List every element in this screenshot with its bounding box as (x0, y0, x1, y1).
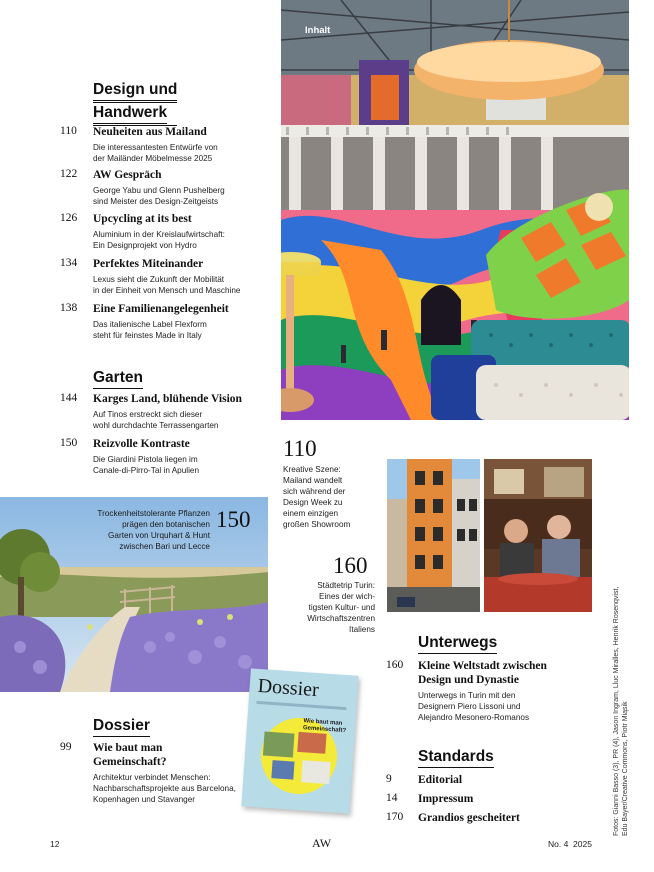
toc-desc: Auf Tinos erstreckt sich dieser (93, 410, 203, 419)
toc-page-number: 144 (60, 392, 78, 404)
toc-desc: Unterwegs in Turin mit den (418, 691, 516, 700)
toc-page-number: 134 (60, 257, 78, 269)
toc-title: Perfektes Miteinander (93, 258, 204, 270)
turin-cafe-image (484, 459, 592, 612)
dossier-magazine-cover[interactable] (241, 668, 358, 813)
heading-garten: Garten (93, 368, 143, 389)
toc-page-number: 99 (60, 741, 72, 753)
toc-desc: Architektur verbindet Menschen: (93, 773, 211, 782)
hero-illustration (281, 0, 629, 420)
toc-desc: Canale-di-Pirro-Tal in Apulien (93, 466, 200, 475)
toc-title: Design und Dynastie (418, 674, 519, 686)
toc-desc: Nachbarschaftsprojekte aus Barcelona, (93, 784, 236, 793)
toc-desc: Die Giardini Pistola liegen im (93, 455, 198, 464)
heading-dossier: Dossier (93, 716, 150, 737)
toc-desc: sind Meister des Design-Zeitgeists (93, 197, 219, 206)
turin-building-image (387, 459, 480, 612)
toc-desc: Aluminium in der Kreislaufwirtschaft: (93, 230, 225, 239)
toc-title: Kleine Weltstadt zwischen (418, 660, 547, 672)
garden-lavender-image (0, 497, 268, 692)
toc-title: Karges Land, blühende Vision (93, 393, 242, 405)
toc-desc: George Yabu und Glenn Pushelberg (93, 186, 225, 195)
toc-desc: Lexus sieht die Zukunft der Mobilität (93, 275, 225, 284)
toc-title: Impressum (418, 793, 474, 805)
toc-title: Upcycling at its best (93, 213, 192, 225)
toc-page-number: 150 (60, 437, 78, 449)
toc-title: Eine Familienangelegenheit (93, 303, 229, 315)
heading-unterwegs: Unterwegs (418, 633, 497, 654)
toc-desc: Ein Designprojekt von Hydro (93, 241, 197, 250)
page-number: 12 (50, 839, 60, 849)
feature-number-110: 110 (283, 436, 317, 461)
toc-page-number: 110 (60, 125, 77, 137)
toc-desc: der Mailänder Möbelmesse 2025 (93, 154, 213, 163)
magazine-logo: AW (312, 836, 332, 850)
heading-standards: Standards (418, 747, 494, 768)
toc-desc: Alejandro Mesonero-Romanos (418, 713, 530, 722)
toc-title: Wie baut man (93, 742, 163, 754)
toc-page-number: 122 (60, 168, 78, 180)
feature-caption-milan: Kreative Szene: Mailand wandelt sich während der Design Week zu einem einzigen großen Showroom (283, 465, 351, 529)
feature-caption-turin: Städtetrip Turin: Eines der wich- tigsten Kultur- und Wirtschaftszentren Italiens (307, 581, 375, 634)
toc-page-number: 170 (386, 811, 404, 823)
toc-title: Grandios gescheitert (418, 812, 520, 824)
cover-headline: Wie baut man Gemeinschaft? (302, 718, 347, 735)
toc-desc: Designern Piero Lissoni und (418, 702, 521, 711)
heading-design-handwerk: Design und Handwerk (93, 80, 177, 126)
feature-caption-garden: Trockenheitstolerante Pflanzen prägen den botanischen Garten von Urquhart & Hunt zwischen Bari und Lecce (97, 509, 210, 551)
toc-page-number: 126 (60, 212, 78, 224)
toc-desc: in der Einheit von Mensch und Maschine (93, 286, 241, 295)
toc-title: Reizvolle Kontraste (93, 438, 190, 450)
cover-title: Dossier (256, 674, 320, 702)
toc-title: AW Gespräch (93, 169, 162, 181)
toc-desc: Die interessantesten Entwürfe von (93, 143, 218, 152)
toc-page-number: 160 (386, 659, 404, 671)
photo-credits: Fotos: Gianni Basso (3), PR (4), Jason Ingram, Lluc Miralles, Henrik Rosenqvist, Edu Bayer/Creative Commons, Piotr Miąsik (613, 586, 629, 836)
issue-number: No. 4 2025 (548, 839, 592, 849)
toc-desc: Das italienische Label Flexform (93, 320, 207, 329)
toc-title: Editorial (418, 774, 463, 786)
toc-desc: wohl durchdachte Terrassengarten (93, 421, 219, 430)
hero-image-milan (281, 0, 629, 420)
toc-title: Neuheiten aus Mailand (93, 126, 207, 138)
toc-desc: Kopenhagen und Stavanger (93, 795, 195, 804)
toc-title: Gemeinschaft? (93, 756, 167, 768)
section-label-inhalt: Inhalt (305, 25, 331, 36)
toc-page-number: 138 (60, 302, 78, 314)
feature-number-150: 150 (216, 507, 251, 532)
toc-page-number: 14 (386, 792, 398, 804)
toc-page-number: 9 (386, 773, 392, 785)
feature-number-160: 160 (333, 553, 368, 578)
toc-desc: steht für feinstes Made in Italy (93, 331, 202, 340)
